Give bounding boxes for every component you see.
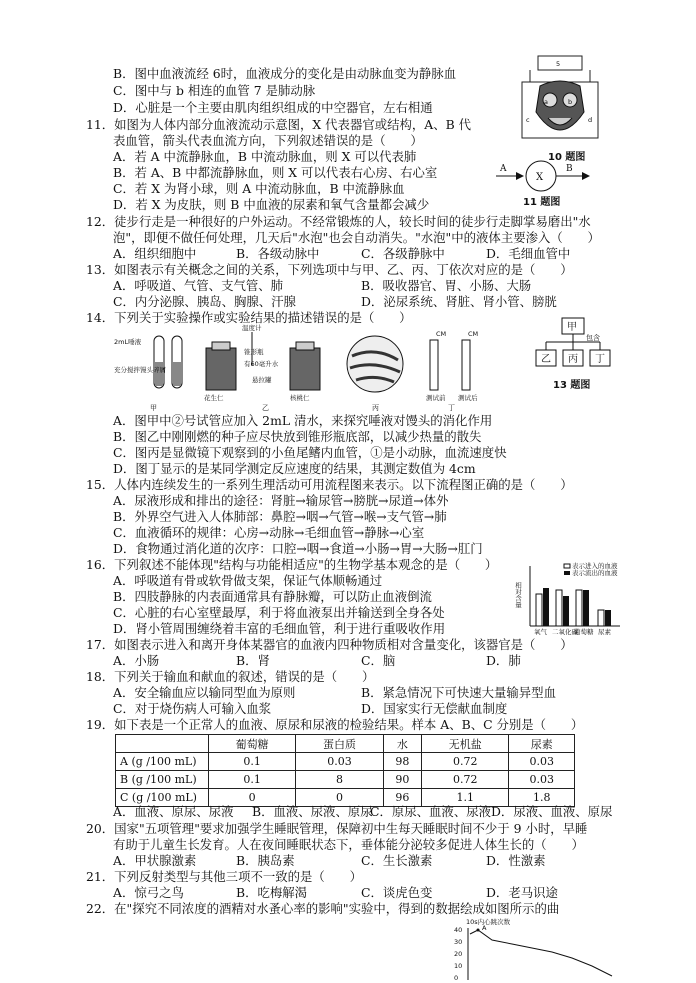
- q12-option-b: B．各级动脉中: [236, 246, 320, 261]
- fig14-walnut: 核桃仁: [290, 394, 310, 402]
- bar-oxygen-out: [543, 588, 549, 626]
- q17-stem: 17．如图表示进入和离开身体某器官的血液内四种物质相对含量变化，该器官是（ ）: [86, 637, 573, 652]
- table-cell: 0.1: [209, 771, 296, 789]
- fig14-ding: 丁: [448, 404, 455, 412]
- blood-flow-x-figure: [494, 160, 594, 192]
- q11-option-a: A．若 A 中流静脉血，B 中流动脉血，则 X 可以代表肺: [113, 149, 417, 164]
- fig22-point-a: A: [482, 924, 487, 932]
- q16-option-d: D．肾小管周围缠绕着丰富的毛细血管，利于进行重吸收作用: [113, 621, 446, 636]
- fig13-yi: 乙: [541, 354, 551, 365]
- q19-stem: 19．如下表是一个正常人的血液、原尿和尿液的检验结果。样本 A、B、C 分别是（ ）: [86, 717, 584, 732]
- fig14-yi: 乙: [262, 404, 269, 412]
- fig13-caption: 13 题图: [553, 380, 591, 391]
- q15-option-d: D．食物通过消化道的次序：口腔→咽→食道→小肠→胃→大肠→肛门: [113, 541, 483, 556]
- q19-option-c: C．原尿、血液、尿液: [370, 804, 491, 819]
- q18-option-a: A．安全输血应以输同型血为原则: [113, 685, 296, 700]
- q12-option-c: C．各级静脉中: [361, 246, 445, 261]
- svg-text:c: c: [526, 116, 530, 124]
- heart-rate-chart: [452, 916, 622, 982]
- fig14-jia: 甲: [150, 404, 157, 412]
- q13-option-c: C．内分泌腺、胰岛、胸腺、汗腺: [113, 294, 296, 309]
- svg-text:5: 5: [556, 60, 561, 68]
- q14-stem: 14．下列关于实验操作或实验结果的描述错误的是（ ）: [86, 310, 412, 325]
- fig14-peanut: 花生仁: [204, 394, 224, 402]
- q16-option-c: C．心脏的右心室壁最厚，利于将血液泵出并输送到全身各处: [113, 605, 445, 620]
- q20-option-b: B．胰岛素: [236, 853, 295, 868]
- q17-option-d: D．肺: [486, 653, 521, 668]
- fig11-caption: 11 题图: [523, 197, 561, 208]
- q12-option-a: A．组织细胞中: [113, 246, 197, 261]
- table-cell: 0.03: [509, 753, 575, 771]
- q15-option-c: C．血液循环的规律：心房→动脉→毛细血管→静脉→心室: [113, 525, 425, 540]
- table-cell: 96: [383, 789, 422, 807]
- svg-text:b: b: [568, 98, 573, 106]
- table-row: [116, 771, 575, 789]
- q16-option-b: B．四肢静脉的内表面通常具有静脉瓣，可以防止血液倒流: [113, 589, 432, 604]
- q17-option-b: B．肾: [236, 653, 270, 668]
- q19-option-b: B．血液、尿液、原尿: [252, 804, 373, 819]
- q10-option-d: D．心脏是一个主要由肌肉组织组成的中空器官，左右相通: [113, 100, 433, 115]
- fig14-cm-2: CM: [468, 330, 479, 338]
- table-cell: 0.1: [209, 753, 296, 771]
- fig14-before: 测试前: [426, 394, 446, 402]
- table-header: [116, 735, 209, 753]
- q11-stem-line2: 表血管，箭头代表血流方向，下列叙述错误的是（ ）: [113, 133, 423, 148]
- table-cell: 0: [296, 789, 383, 807]
- table-row: [116, 753, 575, 771]
- table-header: 尿素: [509, 735, 575, 753]
- heart-diagram-figure: [518, 52, 603, 150]
- q13-option-a: A．呼吸道、气管、支气管、肺: [113, 278, 284, 293]
- fig22-tick-10: 10: [454, 962, 463, 970]
- fig22-tick-20: 20: [454, 950, 463, 958]
- q16-option-a: A．呼吸道有骨或软骨做支架，保证气体顺畅通过: [113, 573, 383, 588]
- q10-option-b: B．图中血液流经 6时，血液成分的变化是由动脉血变为静脉血: [113, 66, 457, 81]
- q20-stem-line1: 20．国家"五项管理"要求加强学生睡眠管理，保障初中生每天睡眠时间不少于 9 小时，早睡: [86, 821, 588, 836]
- q13-option-d: D．泌尿系统、肾脏、肾小管、膀胱: [361, 294, 557, 309]
- table-cell: 0: [209, 789, 296, 807]
- q18-option-c: C．对于烧伤病人可输入血浆: [113, 701, 272, 716]
- q15-option-b: B．外界空气进入人体肺部：鼻腔→咽→气管→喉→支气管→肺: [113, 509, 447, 524]
- organ-substance-chart: [514, 560, 622, 638]
- fig22-tick-30: 30: [454, 938, 463, 946]
- fig11-b-label: B: [566, 164, 573, 174]
- table-cell: 0.72: [422, 771, 509, 789]
- table-cell: 0.03: [296, 753, 383, 771]
- concept-relation-figure: [532, 316, 614, 374]
- fig14-bottle: 锥形瓶: [244, 348, 264, 356]
- q15-stem: 15．人体内连续发生的一系列生理活动可用流程图来表示。以下流程图正确的是（ ）: [86, 477, 573, 492]
- fig13-bing: 丙: [568, 354, 578, 365]
- fig17-cat-2: 葡萄糖: [574, 628, 594, 636]
- q20-stem-line2: 有助于儿童生长发育。人在夜间睡眠状态下，垂体能分泌较多促进人体生长的（ ）: [113, 837, 584, 852]
- fig11-x-label: X: [536, 172, 544, 183]
- fig10-caption: 10 题图: [548, 152, 586, 163]
- fig17-legend-out: 表示流出的血液: [572, 569, 618, 577]
- bar-co2-out: [563, 596, 569, 626]
- fig14-cm-1: CM: [436, 330, 447, 338]
- fig13-jia: 甲: [567, 322, 577, 333]
- q17-option-a: A．小肠: [113, 653, 160, 668]
- q18-stem: 18．下列关于输血和献血的叙述，错误的是（ ）: [86, 669, 375, 684]
- fig17-cat-1: 二氧化碳: [552, 628, 578, 636]
- fig14-saliva: 2mL唾液: [114, 338, 142, 346]
- q14-option-a: A．图甲中②号试管应加入 2mL 清水，来探究唾液对馒头的消化作用: [113, 413, 493, 428]
- table-header: 蛋白质: [296, 735, 383, 753]
- fig17-cat-3: 尿素: [598, 628, 611, 636]
- table-header: 水: [383, 735, 422, 753]
- q12-stem-line2: 泡"，即便不做任何处理，几天后"水泡"也会自动消失。"水泡"中的液体主要渗入（ ）: [113, 230, 600, 245]
- q17-option-c: C．脑: [361, 653, 396, 668]
- bar-glucose-in: [576, 590, 582, 626]
- table-cell: 90: [383, 771, 422, 789]
- q18-option-b: B．紧急情况下可快速大量输异型血: [361, 685, 556, 700]
- bar-co2-in: [556, 590, 562, 626]
- q14-option-d: D．图丁显示的是某同学测定反应速度的结果，其测定数值为 4cm: [113, 461, 476, 476]
- q12-option-d: D．毛细血管中: [486, 246, 571, 261]
- table-cell: 1.1: [422, 789, 509, 807]
- experiment-panels-figure: [112, 326, 492, 414]
- fig14-bing: 丙: [372, 404, 379, 412]
- table-header: 无机盐: [422, 735, 509, 753]
- table-cell: C (g /100 mL): [116, 789, 209, 807]
- table-cell: 0.72: [422, 753, 509, 771]
- svg-text:a: a: [544, 98, 548, 106]
- table-cell: B (g /100 mL): [116, 771, 209, 789]
- heart-rate-line: [470, 930, 612, 976]
- fig14-after: 测试后: [458, 394, 478, 402]
- lab-results-table: [115, 734, 575, 807]
- q20-option-c: C．生长激素: [361, 853, 433, 868]
- bar-oxygen-in: [536, 594, 542, 626]
- q16-stem: 16．下列叙述不能体现"结构与功能相适应"的生物学基本观念的是（ ）: [86, 557, 498, 572]
- fig22-ylabel: 10s内心跳次数: [466, 918, 511, 926]
- table-cell: A (g /100 mL): [116, 753, 209, 771]
- fig17-legend-in: 表示进入的血液: [572, 562, 618, 570]
- q21-option-d: D．老马识途: [486, 885, 558, 900]
- q14-option-c: C．图丙是显微镜下观察到的小鱼尾鳍内血管，①是小动脉，血流速度快: [113, 445, 507, 460]
- q11-option-d: D．若 X 为皮肤，则 B 中血液的尿素和氧气含量都会减少: [113, 197, 430, 212]
- q21-option-a: A．惊弓之鸟: [113, 885, 184, 900]
- q10-option-c: C．图中与 b 相连的血管 7 是肺动脉: [113, 83, 316, 98]
- fig17-ylabel: 相对含量: [514, 582, 522, 608]
- q20-option-a: A．甲状腺激素: [113, 853, 197, 868]
- fig14-thermo: 温度计: [242, 324, 262, 332]
- table-cell: 8: [296, 771, 383, 789]
- fig11-a-label: A: [500, 164, 507, 174]
- q13-stem: 13．如图表示有关概念之间的关系，下列选项中与甲、乙、丙、丁依次对应的是（ ）: [86, 262, 573, 277]
- q21-stem: 21．下列反射类型与其他三项不一致的是（ ）: [86, 869, 362, 884]
- table-cell: 1.8: [509, 789, 575, 807]
- bar-urea-out: [605, 610, 611, 626]
- fig22-tick-0: 0: [454, 974, 459, 982]
- q21-option-b: B．吃梅解渴: [236, 885, 308, 900]
- fig14-water: 有60毫升水: [244, 360, 279, 368]
- fig17-cat-0: 氧气: [534, 628, 547, 636]
- q21-option-c: C．谈虎色变: [361, 885, 433, 900]
- fig14-support: 悬拉罐: [252, 376, 272, 384]
- q13-option-b: B．吸收器官、胃、小肠、大肠: [361, 278, 532, 293]
- fig22-tick-40: 40: [454, 926, 463, 934]
- q19-option-a: A．血液、原尿、尿液: [113, 804, 234, 819]
- table-cell: 98: [383, 753, 422, 771]
- table-header: 葡萄糖: [209, 735, 296, 753]
- q11-option-b: B．若 A、B 中都流静脉血，则 X 可以代表右心房、右心室: [113, 165, 438, 180]
- q18-option-d: D．国家实行无偿献血制度: [361, 701, 508, 716]
- q14-option-b: B．图乙中刚刚燃的种子应尽快放到锥形瓶底部，以减少热量的散失: [113, 429, 482, 444]
- q19-option-d: D．尿液、血液、原尿: [491, 804, 613, 819]
- svg-text:d: d: [588, 116, 593, 124]
- q11-stem-line1: 11．如图为人体内部分血液流动示意图，X 代表器官或结构，A、B 代: [86, 117, 472, 132]
- fig14-mantou: 充分搅拌馒头碎屑: [114, 366, 166, 374]
- table-cell: 0.03: [509, 771, 575, 789]
- q15-option-a: A．尿液形成和排出的途径：肾脏→输尿管→膀胱→尿道→体外: [113, 493, 449, 508]
- bar-urea-in: [598, 610, 604, 626]
- table-header-row: [116, 735, 575, 753]
- bar-glucose-out: [583, 590, 589, 626]
- fig13-ding: 丁: [595, 354, 605, 365]
- q12-stem-line1: 12．徒步行走是一种很好的户外运动。不经常锻炼的人，较长时间的徒步行走脚掌易磨出"水: [86, 214, 591, 229]
- fig13-baohan: 包含: [586, 334, 600, 342]
- q22-stem: 22．在"探究不同浓度的酒精对水蚤心率的影响"实验中，得到的数据绘成如图所示的曲: [86, 901, 560, 916]
- q11-option-c: C．若 X 为肾小球，则 A 中流动脉血，B 中流静脉血: [113, 181, 405, 196]
- q20-option-d: D．性激素: [486, 853, 546, 868]
